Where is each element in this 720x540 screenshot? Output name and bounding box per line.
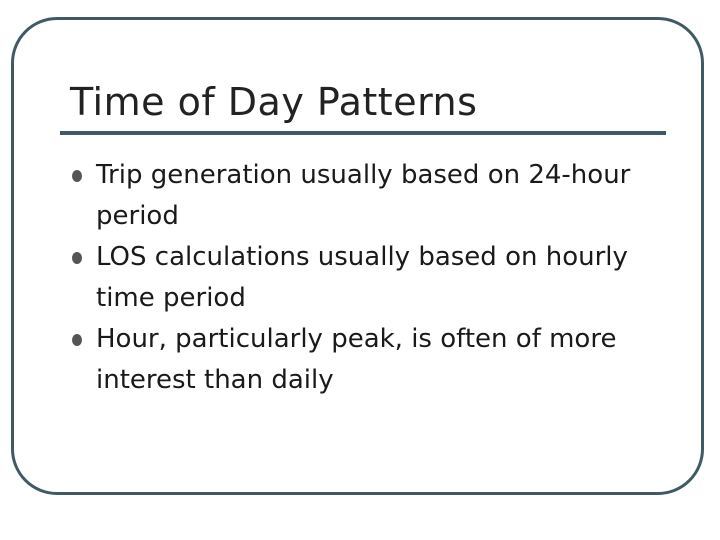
bullet-item: [72, 155, 632, 237]
bullet-item: [72, 237, 632, 319]
bullet-dot-icon: [72, 334, 82, 346]
bullet-list: [72, 155, 632, 401]
slide-title: Time of Day Patterns: [70, 80, 478, 124]
bullet-text: Hour, particularly peak, is often of more interest than daily: [96, 324, 617, 395]
bullet-item: [72, 319, 632, 401]
bullet-text: LOS calculations usually based on hourly time period: [96, 242, 628, 313]
bullet-text: Trip generation usually based on 24-hour period: [96, 160, 631, 231]
bullet-dot-icon: [72, 170, 82, 182]
title-underline: [60, 131, 666, 135]
bullet-dot-icon: [72, 252, 82, 264]
